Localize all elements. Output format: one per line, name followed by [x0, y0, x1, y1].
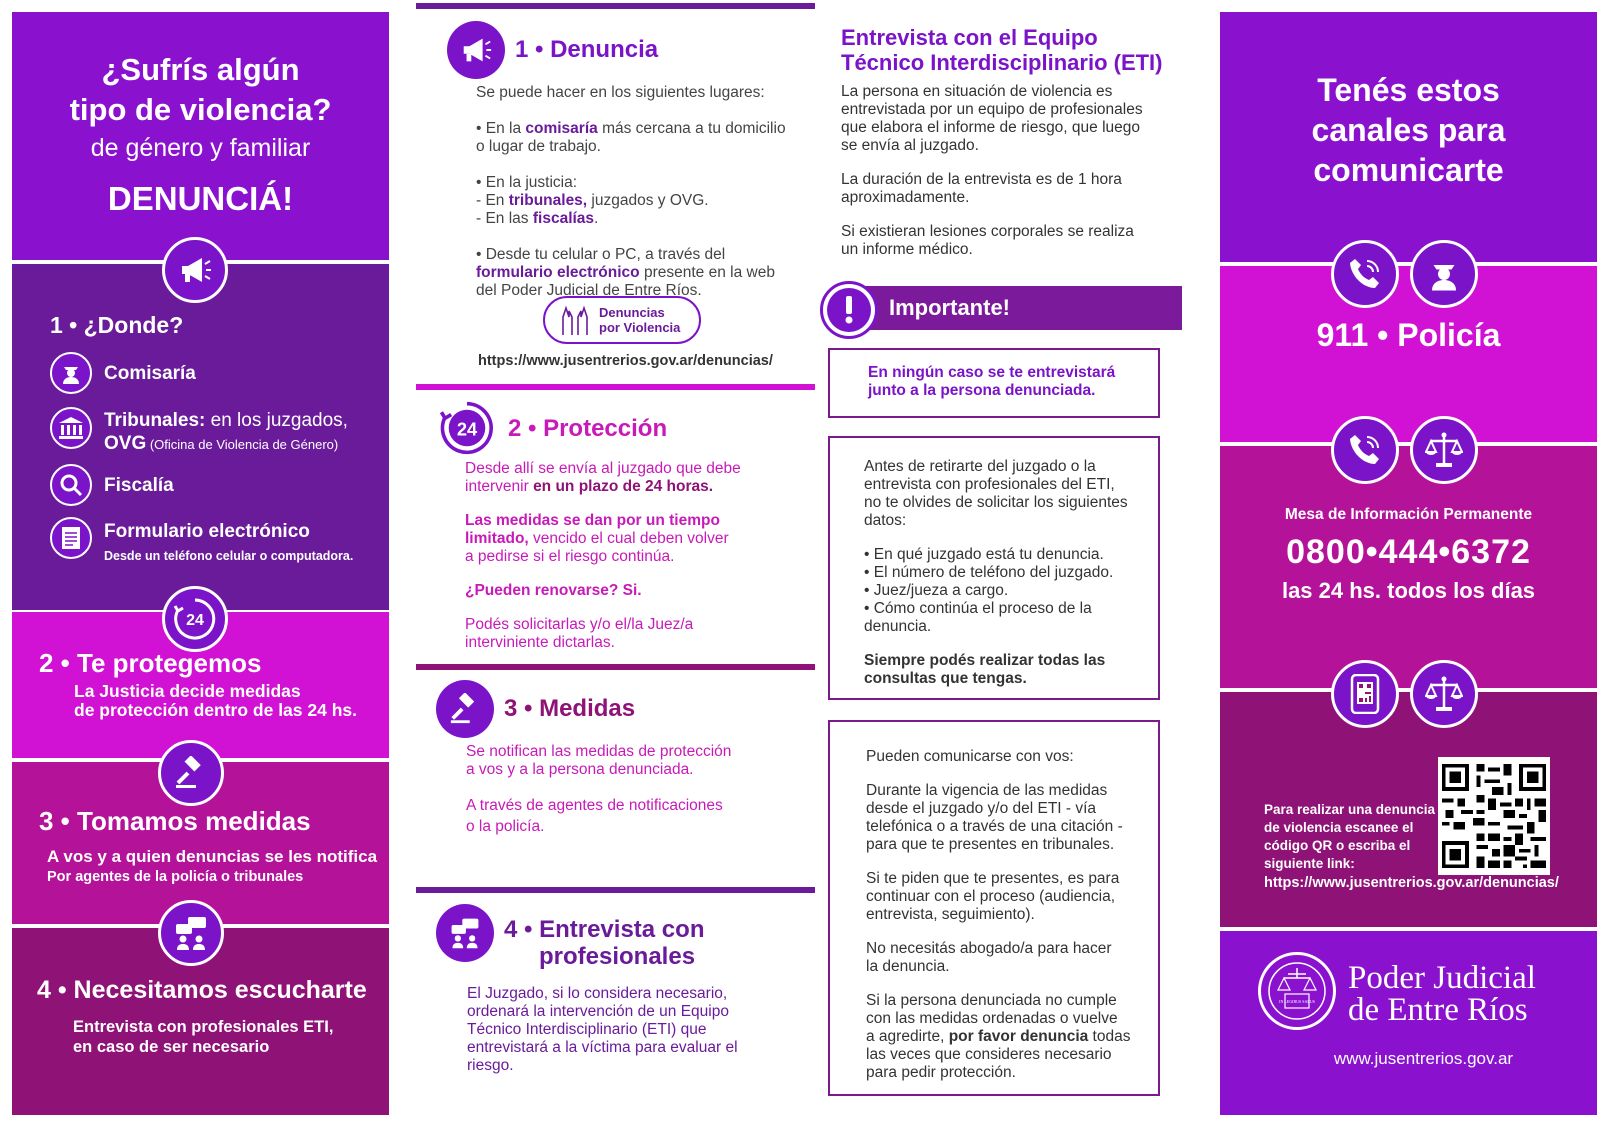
- denuncias-pill-button[interactable]: [543, 296, 701, 344]
- s2-p2-line3: a pedirse si el riesgo continúa.: [465, 548, 675, 565]
- proteccion-badge: [438, 399, 496, 457]
- box3-p5-l3-post: todas: [1088, 1028, 1131, 1045]
- hero-question: [12, 50, 389, 130]
- org-line2: de Entre Ríos: [1348, 992, 1528, 1028]
- courthouse-icon: [58, 416, 84, 440]
- warning-box: [828, 348, 1160, 418]
- mesa-hours: las 24 hs. todos los días: [1281, 578, 1536, 603]
- medidas-badge: [436, 680, 494, 738]
- middle-right-panel: [838, 0, 1198, 1123]
- b2-l2-pre: - En: [476, 192, 509, 209]
- contacto-box: [828, 720, 1160, 1096]
- conversation-icon: [448, 916, 482, 950]
- b1-post: más cercana a tu domicilio: [597, 120, 786, 137]
- gavel-badge: [158, 740, 224, 806]
- b2-l2-post: juzgados y OVG.: [587, 192, 709, 209]
- entrevista-text: [467, 985, 738, 1075]
- b2-l3-bold: fiscalías: [532, 210, 595, 227]
- tribunales-rest: en los juzgados,: [205, 410, 348, 431]
- protegemos-line2: de protección dentro de las 24 hs.: [74, 700, 357, 720]
- medidas-title: 3 • Medidas: [504, 695, 636, 722]
- scales-of-justice-icon: [1425, 431, 1463, 469]
- box2-l1: Antes de retirarte del juzgado o la: [864, 458, 1096, 475]
- question-line1: ¿Sufrís algún: [101, 52, 300, 87]
- right-panel: [1220, 12, 1597, 1115]
- escuchar-line2: en caso de ser necesario: [73, 1038, 270, 1056]
- s3-p2-line2: o la policía.: [466, 818, 545, 835]
- pill-text: [599, 305, 680, 335]
- s2-p2-bold2: limitado,: [465, 530, 529, 547]
- box3-p2-l2: desde el juzgado y/o del ETI - vía: [866, 800, 1097, 817]
- denuncia-badge: [447, 21, 505, 79]
- justice-badge-1: [1410, 416, 1478, 484]
- org-website-link[interactable]: www.jusentrerios.gov.ar: [1333, 1049, 1514, 1068]
- p1-l2: entrevistada por un equipo de profesionales: [841, 101, 1143, 118]
- org-seal: [1258, 952, 1336, 1030]
- warning-text: [868, 364, 1158, 400]
- tribunales-label: Tribunales:: [104, 410, 206, 431]
- gavel-icon: [174, 756, 208, 790]
- b2-line1: • En la justicia:: [476, 174, 578, 191]
- datos-text: [864, 458, 1158, 688]
- entrevista-bar: [416, 887, 815, 893]
- box2-b2: • El número de teléfono del juzgado.: [864, 564, 1114, 581]
- ovg-detail: (Oficina de Violencia de Género): [146, 437, 339, 452]
- hero-subtitle: de género y familiar: [90, 134, 311, 162]
- box2-b1: • En qué juzgado está tu denuncia.: [864, 546, 1104, 563]
- box2-bold1: Siempre podés realizar todas las: [864, 652, 1106, 669]
- s2-p2-bold1: Las medidas se dan por un tiempo: [465, 512, 720, 529]
- p1-l4: se envía al juzgado.: [841, 137, 979, 154]
- mobile-qr-icon: [1350, 674, 1380, 714]
- b3-post: presente en la web: [639, 264, 775, 281]
- escuchar-title: 4 • Necesitamos escucharte: [37, 976, 367, 1004]
- medidas-line1: A vos y a quien denuncias se les notifica: [47, 847, 378, 866]
- box3-p5-l1: Si la persona denunciada no cumple: [866, 992, 1117, 1009]
- box3-p2-l1: Durante la vigencia de las medidas: [866, 782, 1108, 799]
- eti-title-line2: Técnico Interdisciplinario (ETI): [841, 50, 1163, 75]
- box2-l3: no te olvides de solicitar los siguientes: [864, 494, 1128, 511]
- police-officer-icon: [59, 361, 83, 385]
- eti-title-line1: Entrevista con el Equipo: [841, 25, 1098, 50]
- channels-title-line2: canales para: [1311, 112, 1506, 148]
- chat-badge: [158, 900, 224, 966]
- s4-line1: El Juzgado, si lo considera necesario,: [467, 985, 728, 1002]
- channels-title-line1: Tenés estos: [1317, 72, 1500, 108]
- top-bar: [416, 3, 815, 9]
- judicial-seal-icon: [1266, 960, 1328, 1022]
- megaphone-badge: [162, 237, 228, 303]
- s2-question: ¿Pueden renovarse? Si.: [465, 582, 642, 599]
- denuncia-title: 1 • Denuncia: [515, 36, 659, 63]
- box2-l2: entrevista con profesionales del ETI,: [864, 476, 1115, 493]
- org-line1: Poder Judicial: [1348, 960, 1536, 996]
- proteccion-bar: [416, 384, 815, 390]
- box2-l4: datos:: [864, 512, 907, 529]
- 24h-badge: [162, 586, 228, 652]
- proteccion-title: 2 • Protección: [508, 415, 668, 442]
- item-comisaria-label: Comisaría: [104, 363, 196, 384]
- protegemos-line1: La Justicia decide medidas: [74, 681, 301, 701]
- phone-badge-1: [1331, 240, 1399, 308]
- item-fiscalia-label: Fiscalía: [104, 475, 174, 496]
- police-badge: [50, 352, 92, 394]
- p2-l2: aproximadamente.: [841, 189, 970, 206]
- channels-title: [1220, 70, 1597, 190]
- pill-line2: por Violencia: [599, 320, 681, 335]
- qr-code-icon: [1438, 757, 1550, 875]
- medidas-text: [47, 847, 377, 887]
- medidas-text: [466, 743, 731, 836]
- s4-line2: ordenará la intervención de un Equipo: [467, 1003, 729, 1020]
- protegemos-title: 2 • Te protegemos: [39, 648, 262, 678]
- box3-p5-l3-pre: a agredirte,: [866, 1028, 949, 1045]
- megaphone-icon: [459, 33, 493, 67]
- p1-l3: que elabora el informe de riesgo, que luego: [841, 119, 1141, 136]
- s2-p2-post: vencido el cual deben volver: [528, 530, 729, 547]
- formulario-detail: Desde un teléfono celular o computadora.: [104, 549, 354, 563]
- s3-p2-line1: A través de agentes de notificaciones: [466, 797, 723, 814]
- hero-cta: DENUNCIÁ!: [107, 180, 294, 217]
- police-number[interactable]: 911 • Policía: [1316, 317, 1501, 353]
- item-tribunales-text: [104, 409, 348, 456]
- p3-l1: Si existieran lesiones corporales se realiza: [841, 223, 1134, 240]
- police-officer-icon: [1426, 256, 1462, 292]
- medidas-title: 3 • Tomamos medidas: [39, 806, 311, 836]
- s2-p1-bold: en un plazo de 24 horas.: [533, 478, 714, 495]
- medidas-bar: [416, 664, 815, 670]
- important-label: Importante!: [889, 295, 1010, 320]
- box3-p2-l3: telefónica o a través de una citación -: [866, 818, 1123, 835]
- p2-l1: La duración de la entrevista es de 1 hora: [841, 171, 1122, 188]
- s4-line5: riesgo.: [467, 1057, 514, 1074]
- box3-p5-l3-bold: por favor denuncia: [948, 1028, 1089, 1045]
- s4-line4: entrevistará a la víctima para evaluar el: [467, 1039, 738, 1056]
- s2-p3-line1: Podés solicitarlas y/o el/la Juez/a: [465, 616, 694, 633]
- entrevista-title: [504, 916, 704, 970]
- qr-l4: siguiente link:: [1264, 856, 1355, 871]
- s2-p1-line1: Desde allí se envía al juzgado que debe: [465, 460, 741, 477]
- document-icon: [61, 526, 81, 550]
- justice-badge-2: [1410, 660, 1478, 728]
- formulario-label: Formulario electrónico: [104, 521, 310, 542]
- b1-bold: comisaría: [525, 120, 598, 137]
- escuchar-text: [73, 1017, 333, 1057]
- item-formulario: [50, 517, 353, 568]
- donde-title: 1 • ¿Donde?: [50, 312, 184, 338]
- qr-url-link[interactable]: https://www.jusentrerios.gov.ar/denuncias/: [1264, 875, 1559, 891]
- item-tribunales: [50, 407, 348, 456]
- seal-text: IN LEGIBUS SALUS: [1279, 999, 1315, 1004]
- qr-instructions: [1264, 801, 1435, 873]
- box3-p4-l2: la denuncia.: [866, 958, 950, 975]
- eti-title: [841, 25, 1163, 75]
- box2-b3: • Juez/jueza a cargo.: [864, 582, 1009, 599]
- box2-b4b: denuncia.: [864, 618, 932, 635]
- document-badge: [50, 517, 92, 559]
- channels-title-line3: comunicarte: [1313, 152, 1504, 188]
- b3-bold: formulario electrónico: [476, 264, 640, 281]
- mobile-qr-badge: [1331, 660, 1399, 728]
- phone-icon: [1347, 256, 1383, 292]
- s2-p1-pre: intervenir: [465, 478, 534, 495]
- box3-p3-l3: entrevista, seguimiento).: [866, 906, 1035, 923]
- megaphone-icon: [177, 252, 213, 288]
- item-comisaria: [50, 352, 196, 394]
- b3-line3: del Poder Judicial de Entre Ríos.: [476, 282, 702, 299]
- left-panel: [12, 12, 389, 1115]
- warn-l1: En ningún caso se te entrevistará: [868, 364, 1116, 381]
- police-badge: [1410, 240, 1478, 308]
- box2-b4: • Cómo continúa el proceso de la: [864, 600, 1092, 617]
- item-fiscalia: [50, 464, 174, 506]
- escuchar-line1: Entrevista con profesionales ETI,: [73, 1018, 334, 1036]
- datos-box: [828, 436, 1160, 700]
- raised-hands-icon: [557, 303, 593, 337]
- s2-p3-line2: interviniente dictarlas.: [465, 634, 615, 651]
- scales-of-justice-icon: [1425, 675, 1463, 713]
- proteccion-text: [465, 460, 741, 652]
- b2-l3-post: .: [594, 210, 599, 227]
- qr-l2: de violencia escanee el: [1264, 820, 1414, 835]
- qr-l3: código QR o escriba el: [1264, 838, 1411, 853]
- box3-p2-l4: para que te presentes en tribunales.: [866, 836, 1115, 853]
- phone-icon: [1347, 432, 1383, 468]
- box3-p3-l2: continuar con el proceso (audiencia,: [866, 888, 1116, 905]
- box2-bold2: consultas que tengas.: [864, 670, 1027, 687]
- contacto-text: [866, 748, 1158, 1082]
- conversation-icon: [172, 914, 210, 952]
- protegemos-text: [74, 682, 357, 720]
- b1-line2: o lugar de trabajo.: [476, 138, 601, 155]
- org-name: [1348, 962, 1536, 1026]
- b2-l2-bold: tribunales,: [508, 192, 588, 209]
- warn-l2: junto a la persona denunciada.: [868, 382, 1096, 399]
- item-formulario-text: [104, 520, 353, 568]
- box3-p4-l1: No necesitás abogado/a para hacer: [866, 940, 1112, 957]
- exclamation-icon: [844, 296, 854, 324]
- denuncia-intro: Se puede hacer en los siguientes lugares:: [476, 84, 765, 101]
- s4-line3: Técnico Interdisciplinario (ETI) que: [467, 1021, 707, 1038]
- 24-hours-icon: [172, 596, 218, 642]
- qr-code[interactable]: [1438, 757, 1550, 875]
- mesa-label: Mesa de Información Permanente: [1284, 506, 1533, 523]
- b2-l3-pre: - En las: [476, 210, 533, 227]
- box3-p5-l5: para pedir protección.: [866, 1064, 1016, 1081]
- denuncia-text: [476, 84, 786, 300]
- badge-24-text: 24: [186, 612, 204, 629]
- entrevista-badge: [436, 904, 494, 962]
- ovg-label: OVG: [104, 433, 147, 454]
- box3-p3-l1: Si te piden que te presentes, es para: [866, 870, 1120, 887]
- b3-line1: • Desde tu celular o PC, a través del: [476, 246, 726, 263]
- box3-p1: Pueden comunicarse con vos:: [866, 748, 1074, 765]
- eti-text: [841, 83, 1143, 259]
- search-icon: [59, 473, 83, 497]
- courthouse-badge: [50, 407, 92, 449]
- alert-inner: [827, 288, 871, 332]
- middle-left-panel: [416, 0, 815, 1123]
- badge-24-text: 24: [456, 418, 478, 440]
- medidas-line2: Por agentes de la policía o tribunales: [47, 869, 304, 885]
- denuncias-url-link[interactable]: https://www.jusentrerios.gov.ar/denuncias/: [478, 353, 773, 369]
- phone-badge-2: [1331, 416, 1399, 484]
- box3-p5-l2: con las medidas ordenadas o vuelve: [866, 1010, 1118, 1027]
- box3-p5-l4: las veces que consideres necesario: [866, 1046, 1112, 1063]
- gavel-icon: [449, 693, 481, 725]
- qr-l1: Para realizar una denuncia: [1264, 802, 1436, 817]
- entrevista-title-line1: 4 • Entrevista con: [504, 916, 705, 943]
- pill-line1: Denuncias: [599, 305, 665, 320]
- s3-p1-line2: a vos y a la persona denunciada.: [466, 761, 694, 778]
- police-block: [1220, 266, 1597, 442]
- 24-hours-icon: [439, 400, 495, 456]
- b1-pre: • En la: [476, 120, 526, 137]
- p3-l2: un informe médico.: [841, 241, 973, 258]
- entrevista-title-line2: profesionales: [539, 943, 696, 970]
- alert-badge: [820, 281, 878, 339]
- s3-p1-line1: Se notifican las medidas de protección: [466, 743, 732, 760]
- p1-l1: La persona en situación de violencia es: [841, 83, 1113, 100]
- mesa-phone[interactable]: 0800•444•6372: [1286, 533, 1531, 571]
- search-badge: [50, 464, 92, 506]
- question-line2: tipo de violencia?: [69, 92, 332, 127]
